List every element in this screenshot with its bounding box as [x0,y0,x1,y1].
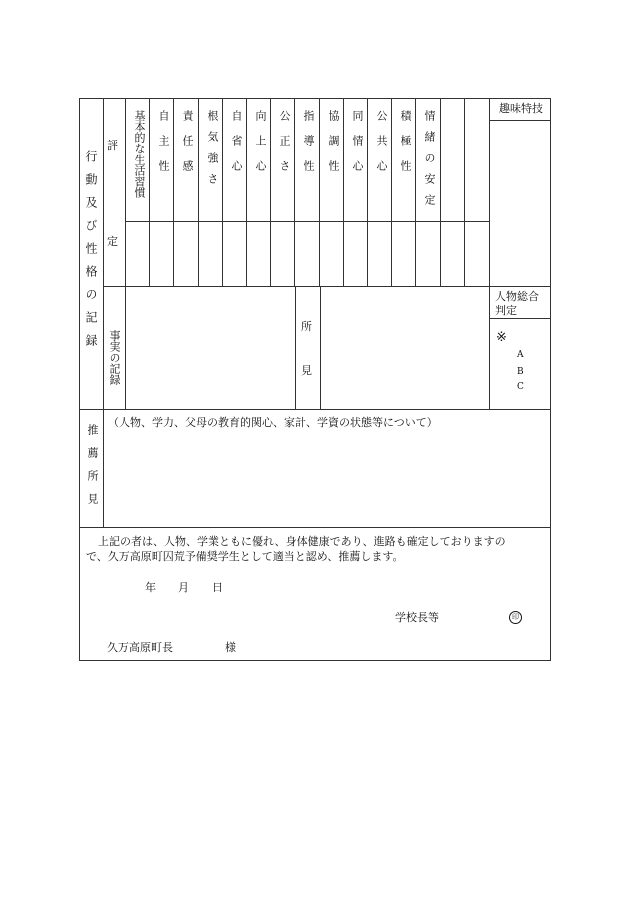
trait-header: 協調性 [327,110,340,185]
hobby-header: 趣味特技 [499,102,543,115]
frame-right [550,98,551,661]
fact-record-label: 事実の記録 [108,330,121,385]
eval-label-bottom: 定 [107,235,118,248]
trait-header: 公正さ [278,110,291,185]
remarks-label-bottom: 見 [301,364,312,377]
overall-judgement-label: 人物総合判定 [495,290,539,317]
grade-c: C [517,382,524,392]
eval-label-top: 評 [107,139,118,152]
col-sep-eval [125,98,126,410]
behavior-section-label: 行動及び性格の記録 [84,150,98,357]
trait-column-line [440,98,441,287]
trait-column-line [173,98,174,287]
statement-line-2: で、久万高原町囚荒予備奨学生として適当と認め、推薦します。 [86,550,404,563]
trait-column-line [464,98,465,287]
trait-column-line [246,98,247,287]
trait-header: 公共心 [375,110,388,185]
trait-column-line [415,98,416,287]
trait-header: 責任感 [181,110,194,185]
frame-bottom [79,660,551,661]
trait-column-line [222,98,223,287]
date-month: 月 [178,581,189,594]
divider-eval-fact [103,286,551,287]
col-sep-behavior [103,98,104,410]
recommend-note: （人物、学力、父母の教育的関心、家計、学資の状態等について） [108,416,438,429]
trait-column-line [294,98,295,287]
grade-b: B [517,367,524,377]
col-sep-hobby [489,98,490,410]
trait-header: 自省心 [230,110,243,185]
grade-a: A [517,350,524,360]
statement-line-1: 上記の者は、人物、学業ともに優れ、身体健康であり、進路も確定しておりますの [98,535,506,548]
trait-header: 自主性 [157,110,170,185]
trait-column-line [367,98,368,287]
col-sep-recommend [103,409,104,528]
divider-trait-names [125,221,490,222]
remarks-label-top: 所 [301,320,312,333]
trait-column-line [149,98,150,287]
hobby-header-line [489,120,551,121]
col-sep-remarks-right [320,286,321,410]
trait-column-line [319,98,320,287]
trait-column-line [270,98,271,287]
principal-label: 学校長等 [395,611,439,624]
recommend-label: 推薦所見 [86,424,99,516]
divider-behavior-recommend [79,409,551,410]
trait-header: 同情心 [351,110,364,185]
addressee-honorific: 様 [225,641,236,654]
trait-header: 積極性 [399,110,412,185]
date-year: 年 [145,581,156,594]
trait-header: 向上心 [254,110,267,185]
seal-mark: 印 [509,611,522,624]
trait-header: 情緒の安定 [423,110,436,215]
trait-header: 指導性 [302,110,315,185]
frame-left [79,98,80,661]
addressee-name: 久万高原町長 [107,641,173,654]
trait-column-line [391,98,392,287]
date-day: 日 [212,581,223,594]
trait-header: 根気強さ [206,110,219,194]
divider-recommend-statement [79,527,551,528]
trait-column-line [343,98,344,287]
overall-mark: ※ [496,330,507,345]
overall-header-line [489,318,551,319]
trait-header: 基本的な生活習慣 [133,110,146,198]
trait-column-line [198,98,199,287]
col-sep-remarks-left [295,286,296,410]
